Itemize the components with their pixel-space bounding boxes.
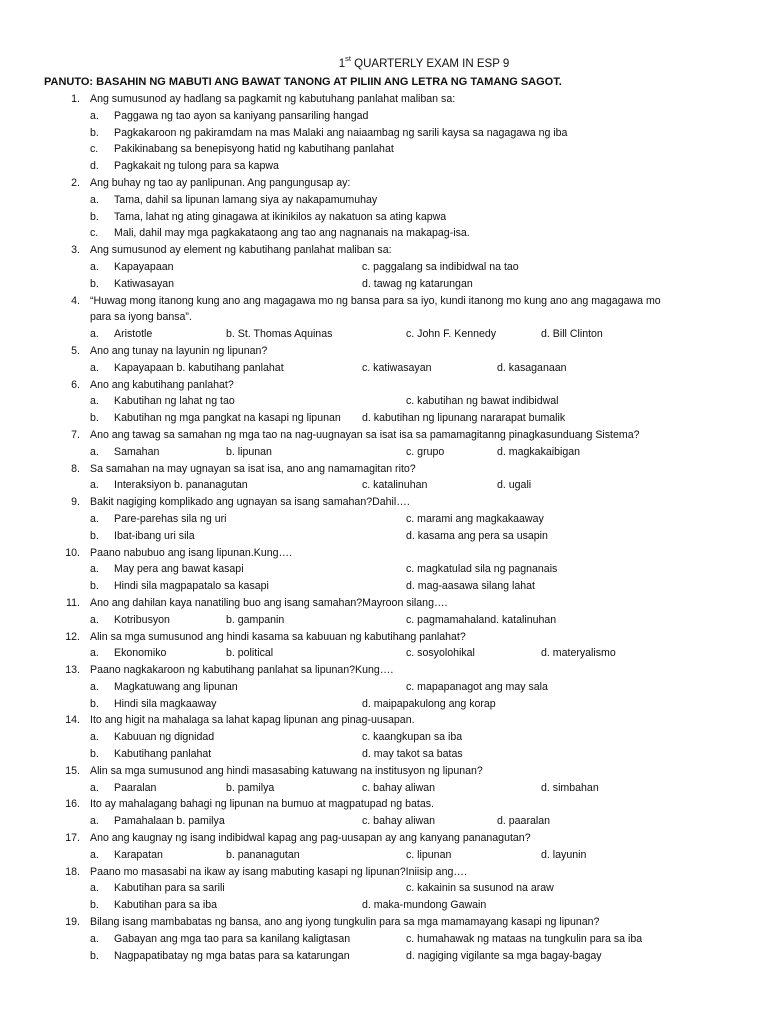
question-3 (0, 242, 768, 292)
question-text: Ano ang tunay na layunin ng lipunan? (90, 344, 268, 357)
option-c: c. sosyolohikal (406, 647, 475, 660)
title-ordinal: st (345, 54, 351, 64)
question-text-continued: para sa iyong bansa”. (90, 311, 192, 324)
option-b: b. Kabutihan para sa iba (90, 899, 218, 912)
option-c: c. lipunan (406, 848, 452, 861)
question-text: Ano ang dahilan kaya nanatiling buo ang isang samahan?Mayroon silang…. (90, 596, 448, 609)
question-number: 11. (66, 596, 80, 609)
question-number: 4. (71, 294, 80, 307)
question-number: 17. (65, 832, 80, 845)
title-text: QUARTERLY EXAM IN ESP 9 (350, 58, 510, 70)
option-a: a. Tama, dahil sa lipunan lamang siya ay nakapamumuhay (90, 193, 378, 206)
option-c: c. katalinuhan (362, 479, 428, 492)
option-d: d. nagiging vigilante sa mga bagay-bagay (406, 949, 602, 962)
option-c: c. mapapanagot ang may sala (406, 680, 548, 693)
question-number: 18. (65, 865, 80, 878)
option-d: d. kasama ang pera sa usapin (406, 529, 548, 542)
question-number: 16. (65, 798, 80, 811)
question-text: Bakit nagiging komplikado ang ugnayan sa isang samahan?Dahil…. (90, 496, 410, 509)
option-a: a. Pare-parehas sila ng uri (90, 512, 227, 525)
question-text: Ang sumusunod ay hadlang sa pagkamit ng kabutuhang panlahat maliban sa: (90, 93, 456, 105)
option-b: b. lipunan (226, 445, 272, 458)
option-a: a. Gabayan ang mga tao para sa kanilang kaligtasan (90, 932, 351, 945)
option-b: b. pamilya (226, 781, 275, 794)
option-c: c. Mali, dahil may mga pagkakataong ang tao ang nagnanais na makapag-isa. (90, 227, 470, 240)
option-a: a. Paaralan (90, 781, 157, 794)
option-a: a. May pera ang bawat kasapi (90, 563, 244, 576)
question-2 (0, 175, 768, 242)
option-d: d. Pagkakait ng tulong para sa kapwa (90, 160, 279, 173)
question-number: 7. (71, 428, 80, 441)
option-d: d. layunin (541, 848, 587, 861)
title-number: 1 (338, 58, 346, 70)
option-d: d. maipapakulong ang korap (362, 697, 496, 710)
question-text: Paano nabubuo ang isang lipunan.Kung…. (90, 546, 293, 559)
question-number: 5. (71, 344, 80, 357)
exam-page (0, 56, 768, 964)
option-b: b. Kabutihan ng mga pangkat na kasapi ng lipunan (90, 412, 341, 425)
option-c: c. bahay aliwan (362, 781, 436, 794)
question-9 (0, 494, 768, 544)
question-text: Ano ang tawag sa samahan ng mga tao na nag-uugnayan sa isat isa sa pamamagitanng pinagkasunduang Sistema? (90, 428, 640, 441)
question-16 (0, 796, 768, 830)
question-17 (0, 830, 768, 864)
option-c: c. paggalang sa indibidwal na tao (362, 260, 519, 273)
question-7 (0, 427, 768, 461)
question-number: 6. (71, 378, 80, 391)
question-number: 15. (65, 764, 80, 777)
option-b: b. political (226, 647, 274, 660)
option-b: b. Hindi sila magkaaway (90, 697, 217, 710)
option-a: a. Karapatan (90, 848, 163, 861)
option-b: b. St. Thomas Aquinas (226, 328, 333, 341)
question-19 (0, 914, 768, 964)
question-number: 1. (71, 93, 80, 105)
option-b: b. pananagutan (226, 848, 300, 861)
option-a: a. Kotribusyon (90, 613, 170, 626)
question-text: Alin sa mga sumusunod ang hindi kasama sa kabuuan ng kabutihang panlahat? (90, 630, 466, 643)
option-c: c. kabutihan ng bawat indibidwal (406, 395, 559, 408)
option-d: d. paaralan (497, 815, 551, 828)
option-b: b. Pagkakaroon ng pakiramdam na mas Malaki ang naiaambag ng sarili kaysa sa nagagawa ng iba (90, 126, 568, 139)
question-number: 9. (71, 496, 80, 509)
option-a: a. Magkatuwang ang lipunan (90, 680, 238, 693)
question-number: 12. (65, 630, 80, 643)
option-a: a. Kapayapaan b. kabutihang panlahat (90, 361, 284, 374)
option-d: d. magkakaibigan (497, 445, 581, 458)
question-number: 2. (71, 176, 80, 189)
option-d: d. Bill Clinton (541, 328, 603, 341)
option-c: c. marami ang magkakaaway (406, 512, 544, 525)
option-a: a. Aristotle (90, 328, 153, 341)
question-text: “Huwag mong itanong kung ano ang magagawa mo ng bansa para sa iyo, kundi itanong mo kung ano ang magagawa mo (90, 294, 661, 307)
option-b: b. Tama, lahat ng ating ginagawa at ikinikilos ay nakatuon sa ating kapwa (90, 210, 447, 223)
option-c: c. kakainin sa susunod na araw (406, 882, 554, 895)
option-b: b. Ibat-ibang uri sila (90, 529, 195, 542)
option-c: c. grupo (406, 445, 445, 458)
question-12 (0, 629, 768, 663)
option-c-d: c. pagmamahaland. katalinuhan (406, 613, 557, 626)
instructions: PANUTO: BASAHIN NG MABUTI ANG BAWAT TANONG AT PILIIN ANG LETRA NG TAMANG SAGOT. (44, 76, 562, 88)
question-4 (0, 293, 768, 343)
option-c: c. Pakikinabang sa benepisyong hatid ng kabutihang panlahat (90, 143, 394, 156)
question-14 (0, 712, 768, 762)
option-a: a. Interaksiyon b. pananagutan (90, 479, 248, 492)
question-text: Ito ang higit na mahalaga sa lahat kapag lipunan ang pinag-uusapan. (90, 714, 415, 727)
option-b: b. Nagpapatibatay ng mga batas para sa katarungan (90, 949, 350, 962)
question-11 (0, 595, 768, 629)
option-b: b. gampanin (226, 613, 285, 626)
option-a: a. Kapayapaan (90, 260, 174, 273)
question-number: 13. (65, 664, 80, 677)
question-text: Paano nagkakaroon ng kabutihang panlahat sa lipunan?Kung…. (90, 664, 394, 677)
question-number: 10. (65, 546, 80, 559)
question-text: Ang sumusunod ay element ng kabutihang panlahat maliban sa: (90, 244, 392, 257)
option-a: a. Paggawa ng tao ayon sa kaniyang pansariling hangad (90, 109, 369, 122)
option-d: d. kabutihan ng lipunang nararapat bumalik (362, 412, 566, 425)
option-c: c. humahawak ng mataas na tungkulin para sa iba (406, 932, 643, 945)
option-a: a. Pamahalaan b. pamilya (90, 815, 225, 828)
option-c: c. John F. Kennedy (406, 328, 497, 341)
option-a: a. Kabutihan ng lahat ng tao (90, 395, 235, 408)
option-d: d. ugali (497, 479, 532, 492)
option-a: a. Kabutihan para sa sarili (90, 882, 225, 895)
question-number: 14. (65, 714, 80, 727)
option-a: a. Kabuuan ng dignidad (90, 731, 215, 744)
question-number: 19. (65, 916, 80, 929)
option-c: c. katiwasayan (362, 361, 432, 374)
question-text: Ito ay mahalagang bahagi ng lipunan na bumuo at magpatupad ng batas. (90, 798, 434, 811)
option-b: b. Hindi sila magpapatalo sa kasapi (90, 580, 269, 593)
option-c: c. bahay aliwan (362, 815, 436, 828)
option-a: a. Ekonomiko (90, 647, 167, 660)
question-1 (0, 91, 768, 175)
question-text: Ano ang kabutihang panlahat? (90, 378, 234, 391)
option-d: d. maka-mundong Gawain (362, 899, 487, 912)
option-c: c. kaangkupan sa iba (362, 731, 463, 744)
option-d: d. simbahan (541, 781, 599, 794)
exam-title (80, 56, 768, 74)
option-d: d. mag-aasawa silang lahat (406, 580, 535, 593)
question-13 (0, 662, 768, 712)
question-number: 3. (71, 244, 80, 257)
question-text: Ang buhay ng tao ay panlipunan. Ang pangungusap ay: (90, 176, 351, 189)
question-text: Paano mo masasabi na ikaw ay isang mabuting kasapi ng lipunan?Iniisip ang…. (90, 865, 467, 878)
question-18 (0, 864, 768, 914)
option-c: c. magkatulad sila ng pagnanais (406, 563, 558, 576)
option-d: d. materyalismo (541, 647, 616, 660)
option-d: d. may takot sa batas (362, 748, 463, 761)
question-10 (0, 545, 768, 595)
question-text: Ano ang kaugnay ng isang indibidwal kapag ang pag-uusapan ay ang kanyang pananagutan? (90, 832, 531, 845)
question-8 (0, 461, 768, 495)
question-text: Alin sa mga sumusunod ang hindi masasabing katuwang na institusyon ng lipunan? (90, 764, 483, 777)
option-a: a. Samahan (90, 445, 160, 458)
question-text: Sa samahan na may ugnayan sa isat isa, ano ang namamagitan rito? (90, 462, 416, 475)
question-5 (0, 343, 768, 377)
question-6 (0, 377, 768, 427)
question-15 (0, 763, 768, 797)
option-b: b. Kabutihang panlahat (90, 748, 212, 761)
option-b: b. Katiwasayan (90, 277, 175, 290)
option-d: d. tawag ng katarungan (362, 277, 473, 290)
question-number: 8. (71, 462, 80, 475)
question-text: Bilang isang mambabatas ng bansa, ano ang iyong tungkulin para sa mga mamamayang kasapi ng lipunan? (90, 916, 600, 929)
option-d: d. kasaganaan (497, 361, 567, 374)
